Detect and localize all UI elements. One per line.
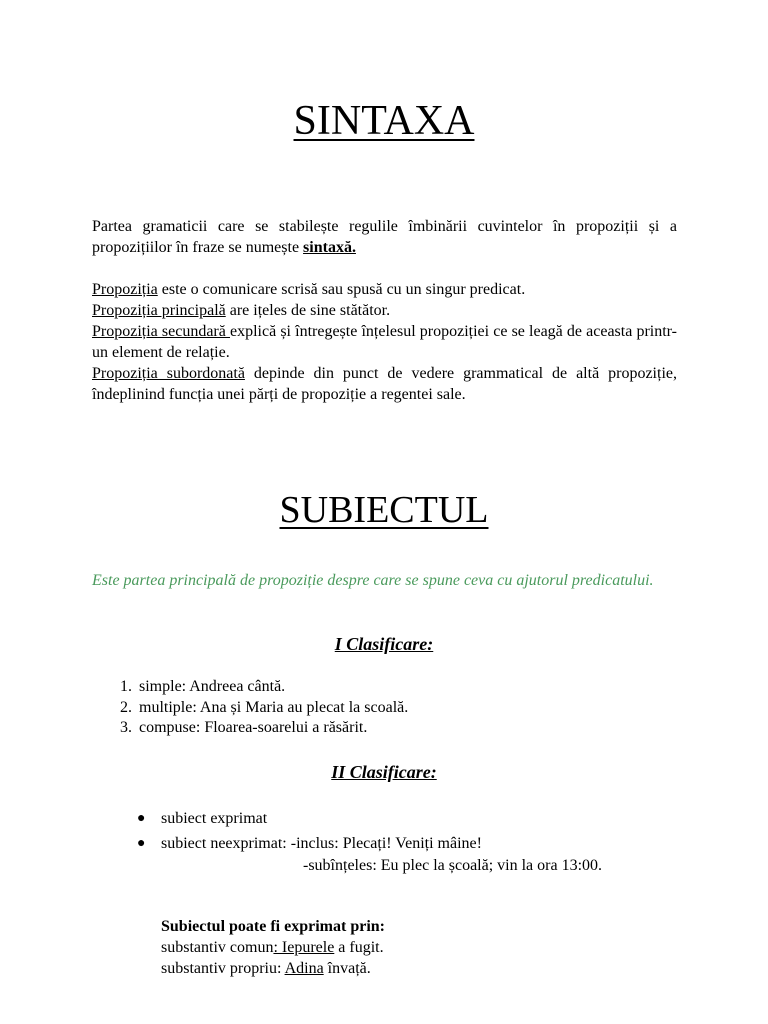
term-propozitia: Propoziția — [92, 281, 158, 298]
intro-term: sintaxă. — [303, 239, 356, 256]
section-title-subiectul: SUBIECTUL — [279, 489, 489, 531]
list-text: multiple: Ana și Maria au plecat la scoală. — [139, 699, 409, 716]
list-number: 2. — [120, 699, 132, 716]
term-subordonata: Propoziția subordonată — [92, 365, 245, 382]
exprimat-example: Adina — [284, 960, 324, 977]
text-subordonata: depinde din punct de vedere grammatical de altă propoziție, îndeplinind funcția unei părți de propoziție a regentei sale. — [92, 365, 677, 403]
text-propozitia: este o comunicare scrisă sau spusă cu un singur predicat. — [157, 281, 526, 298]
intro-paragraph — [92, 216, 677, 258]
definition-secundara — [92, 321, 677, 363]
exprimat-rest: învață. — [323, 960, 371, 977]
list-number: 1. — [120, 678, 132, 695]
text-secundara: explică și întregește înțelesul propoziției ce se leagă de aceasta printr-un element de relație. — [92, 323, 678, 361]
definition-principala — [92, 300, 677, 321]
bullet-icon: ● — [137, 811, 146, 826]
bullet-icon: ● — [137, 836, 146, 851]
intro-text: Partea gramaticii care se stabilește regulile îmbinării cuvintelor în propoziții și a propozițiilor în fraze se numește — [92, 218, 677, 256]
list-item-continuation: -subînțeles: Eu plec la școală; vin la ora 13:00. — [303, 857, 603, 874]
term-secundara: Propoziția secundară — [92, 323, 230, 340]
exprimat-label: substantiv propriu: — [161, 960, 285, 977]
exprimat-line-comun — [161, 938, 384, 958]
term-principala: Propoziția principală — [92, 302, 226, 319]
subiect-definition: Este partea principală de propoziție despre care se spune ceva cu ajutorul predicatului. — [92, 572, 654, 589]
text-principala: are ițeles de sine stătător. — [225, 302, 391, 319]
exprimat-line-propriu — [161, 959, 371, 979]
definitions-block — [92, 279, 677, 405]
exprimat-heading: Subiectul poate fi exprimat prin: — [161, 918, 385, 935]
exprimat-rest: a fugit. — [334, 939, 384, 956]
exprimat-label: substantiv comun — [161, 939, 274, 956]
exprimat-example: : Iepurele — [273, 939, 335, 956]
heading-clasificare-2: II Clasificare: — [331, 762, 437, 782]
list-text: compuse: Floarea-soarelui a răsărit. — [139, 719, 368, 736]
definition-subordonata — [92, 363, 677, 405]
list-number: 3. — [120, 719, 132, 736]
page-title-sintaxa: SINTAXA — [293, 98, 475, 144]
heading-clasificare-1: I Clasificare: — [334, 634, 434, 654]
list-text: subiect exprimat — [161, 810, 268, 827]
list-text: simple: Andreea cântă. — [139, 678, 286, 695]
definition-propozitia — [92, 279, 677, 300]
list-text: subiect neexprimat: -inclus: Plecați! Veniți mâine! — [161, 835, 482, 852]
